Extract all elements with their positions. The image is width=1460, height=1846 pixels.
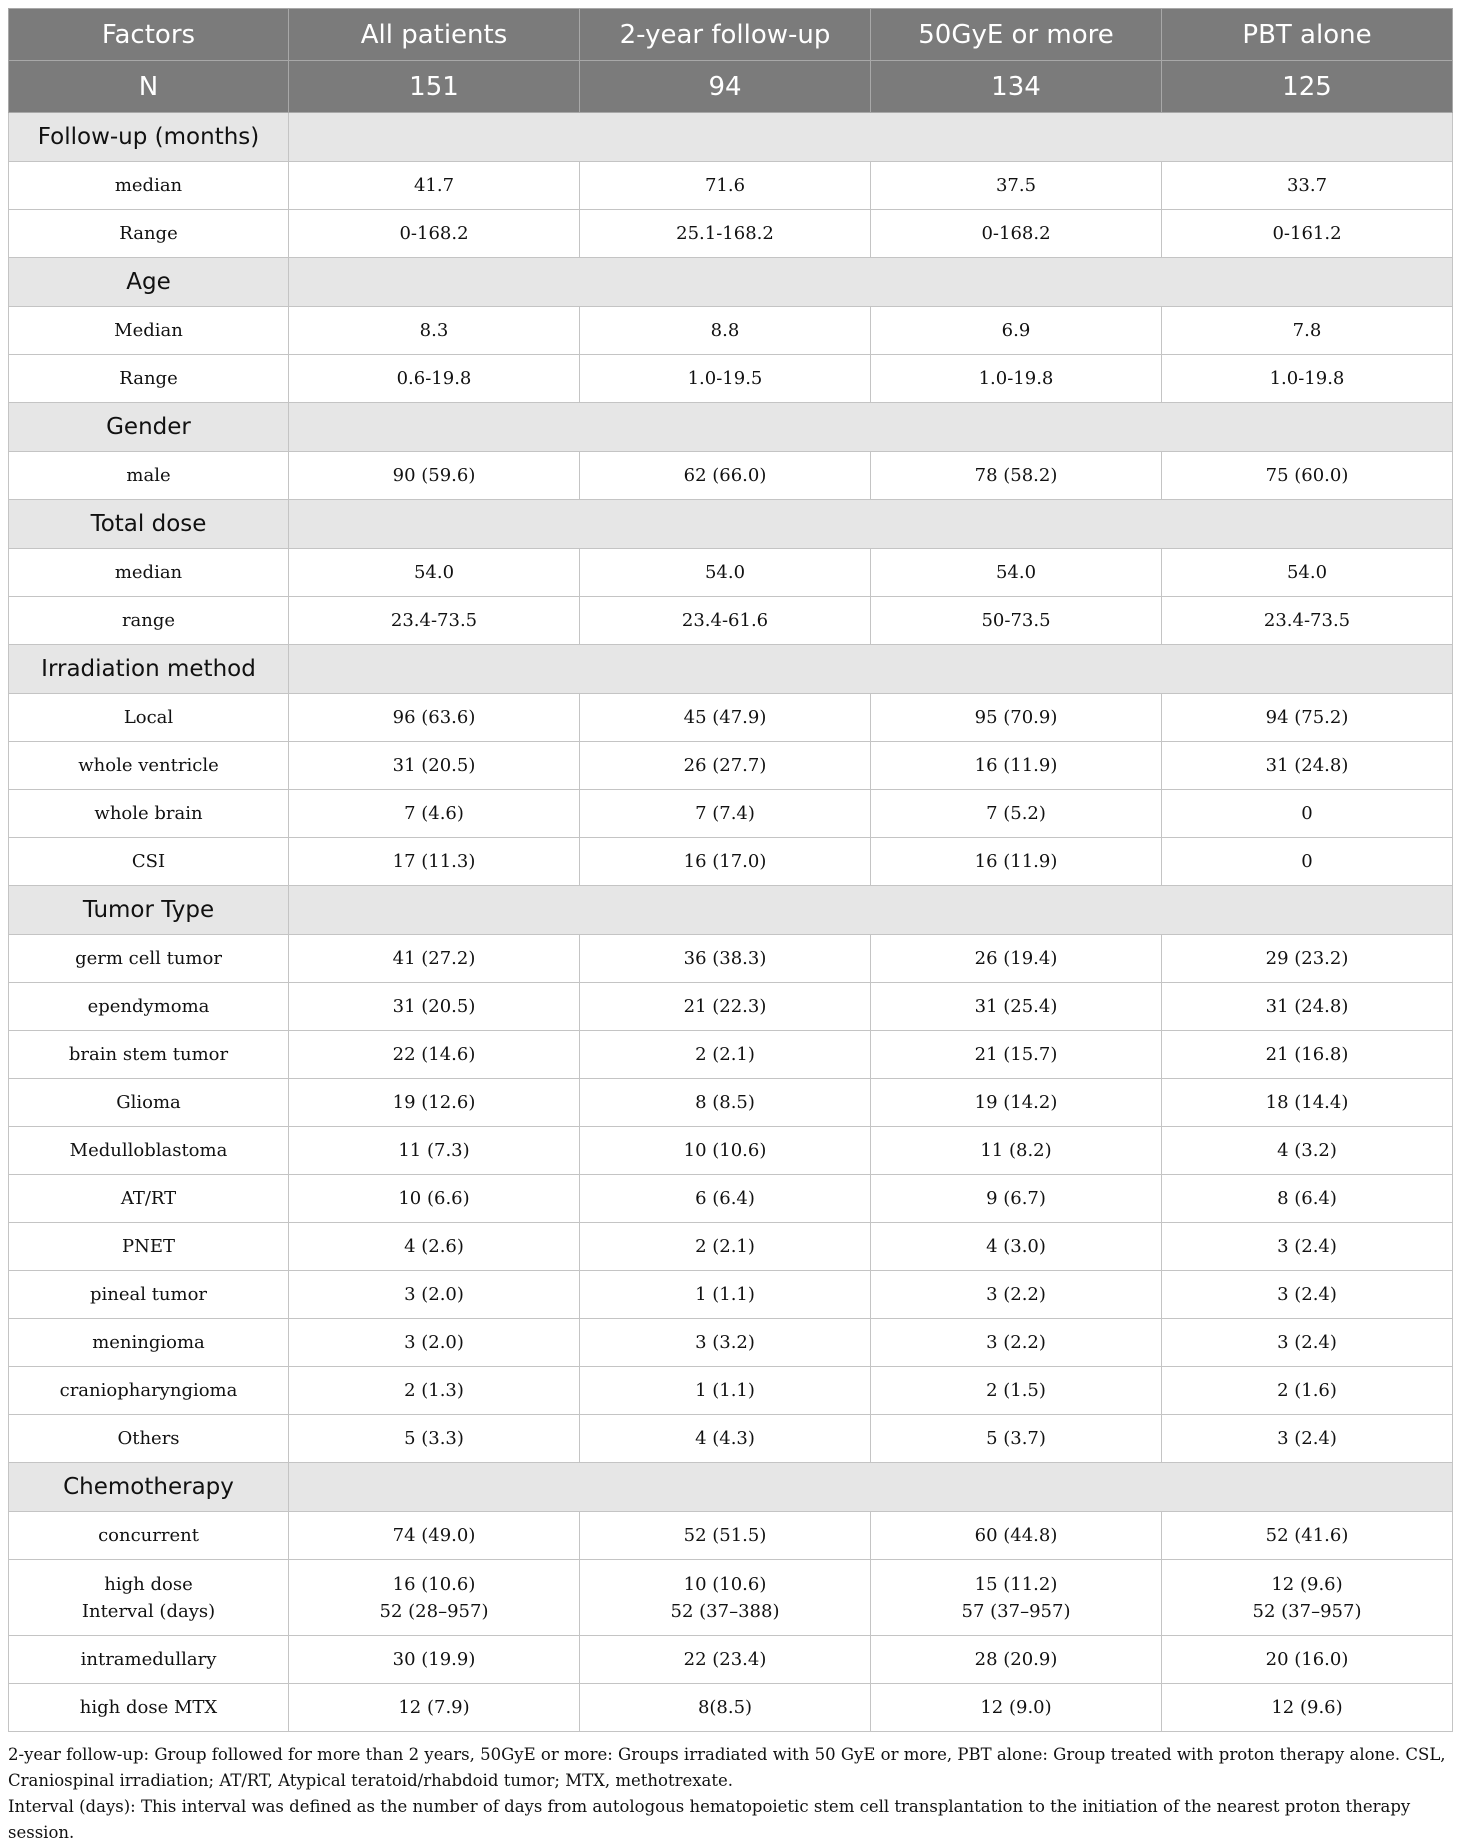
row-label: brain stem tumor [9,1031,289,1079]
row-label: pineal tumor [9,1271,289,1319]
table-cell: 31 (24.8) [1162,983,1453,1031]
row-label: AT/RT [9,1175,289,1223]
table-row [9,1223,1453,1271]
footnotes [8,1742,1452,1846]
table-cell: 16 (17.0) [580,838,871,886]
table-cell: 41 (27.2) [289,935,580,983]
section-title: Total dose [9,500,289,549]
table-cell: 23.4-73.5 [289,597,580,645]
table-cell: 7 (4.6) [289,790,580,838]
row-label: concurrent [9,1512,289,1560]
table-cell: 8 (6.4) [1162,1175,1453,1223]
table-cell: 17 (11.3) [289,838,580,886]
table-cell: 21 (15.7) [871,1031,1162,1079]
section-title: Gender [9,403,289,452]
table-cell: 54.0 [871,549,1162,597]
row-label: whole brain [9,790,289,838]
table-cell: 12 (9.6) [1162,1684,1453,1732]
table-cell: 60 (44.8) [871,1512,1162,1560]
table-row [9,1684,1453,1732]
row-label: germ cell tumor [9,935,289,983]
table-cell: 23.4-73.5 [1162,597,1453,645]
cell-line: 57 (37–957) [961,1600,1071,1622]
table-cell: 29 (23.2) [1162,935,1453,983]
row-label: Median [9,307,289,355]
section-title: Age [9,258,289,307]
header-50gye-or-more: 50GyE or more [871,9,1162,61]
row-label: range [9,597,289,645]
table-row [9,597,1453,645]
footnote-abbreviations: 2-year follow-up: Group followed for more than 2 years, 50GyE or more: Groups irradiated with 50 GyE or more, PBT alone: Group treated with proton therapy alone. CSL, Craniospinal irradiation; AT/RT, Atypical teratoid/rhabdoid tumor; MTX, methotrexate. [8,1745,1446,1790]
table-row [9,742,1453,790]
table-row [9,307,1453,355]
table-cell: 3 (2.4) [1162,1319,1453,1367]
table-cell: 3 (2.0) [289,1319,580,1367]
table-cell: 22 (14.6) [289,1031,580,1079]
table-cell: 18 (14.4) [1162,1079,1453,1127]
table-cell: 12 (9.0) [871,1684,1162,1732]
section-row [9,886,1453,935]
row-label: median [9,162,289,210]
table-cell: 28 (20.9) [871,1636,1162,1684]
table-cell: 2 (1.6) [1162,1367,1453,1415]
table-cell: 94 (75.2) [1162,694,1453,742]
table-cell: 45 (47.9) [580,694,871,742]
table-row [9,790,1453,838]
table-cell: 1 (1.1) [580,1367,871,1415]
section-title: Follow-up (months) [9,113,289,162]
table-cell: 95 (70.9) [871,694,1162,742]
table-cell: 74 (49.0) [289,1512,580,1560]
table-row [9,1636,1453,1684]
n-label: N [9,61,289,113]
n-value: 94 [580,61,871,113]
section-empty-cell [289,258,1453,307]
table-cell: 8 (8.5) [580,1079,871,1127]
table-cell: 10 (10.6) [580,1127,871,1175]
table-cell: 37.5 [871,162,1162,210]
table-cell: 2 (1.3) [289,1367,580,1415]
section-title: Irradiation method [9,645,289,694]
table-cell: 31 (20.5) [289,742,580,790]
table-cell: 5 (3.7) [871,1415,1162,1463]
n-row [9,61,1453,113]
table-cell: 71.6 [580,162,871,210]
table-cell: 2 (1.5) [871,1367,1162,1415]
row-label: male [9,452,289,500]
table-cell: 3 (3.2) [580,1319,871,1367]
table-cell [580,1560,871,1636]
table-cell: 54.0 [1162,549,1453,597]
table-row [9,549,1453,597]
cell-line: 52 (37–388) [670,1600,780,1622]
table-row [9,1415,1453,1463]
table-cell: 12 (7.9) [289,1684,580,1732]
table-cell: 16 (11.9) [871,838,1162,886]
table-row [9,1367,1453,1415]
table-cell: 25.1-168.2 [580,210,871,258]
table-cell: 4 (3.0) [871,1223,1162,1271]
section-row [9,113,1453,162]
footnote-interval: Interval (days): This interval was defined as the number of days from autologous hematopoietic stem cell transplantation to the initiation of the nearest proton therapy session. [8,1797,1411,1842]
table-cell: 0-161.2 [1162,210,1453,258]
table-cell: 33.7 [1162,162,1453,210]
cell-line: 16 (10.6) [392,1573,476,1595]
row-label: meningioma [9,1319,289,1367]
header-pbt-alone: PBT alone [1162,9,1453,61]
section-empty-cell [289,403,1453,452]
cell-line: 10 (10.6) [683,1573,767,1595]
row-label: ependymoma [9,983,289,1031]
table-row [9,210,1453,258]
table-cell: 3 (2.2) [871,1319,1162,1367]
table-cell: 7.8 [1162,307,1453,355]
table-cell: 1 (1.1) [580,1271,871,1319]
header-all-patients: All patients [289,9,580,61]
section-row [9,1463,1453,1512]
row-label-line: high dose [104,1573,193,1595]
table-cell: 16 (11.9) [871,742,1162,790]
table-cell: 8.8 [580,307,871,355]
table-cell: 0-168.2 [289,210,580,258]
table-cell: 20 (16.0) [1162,1636,1453,1684]
cell-line: 12 (9.6) [1271,1573,1343,1595]
n-value: 125 [1162,61,1453,113]
row-label: craniopharyngioma [9,1367,289,1415]
header-2-year-follow-up: 2-year follow-up [580,9,871,61]
table-row [9,1271,1453,1319]
table-cell: 4 (2.6) [289,1223,580,1271]
row-label [9,1560,289,1636]
section-row [9,645,1453,694]
row-label: Medulloblastoma [9,1127,289,1175]
row-label: Local [9,694,289,742]
table-cell: 26 (27.7) [580,742,871,790]
table-cell: 31 (24.8) [1162,742,1453,790]
table-cell: 4 (3.2) [1162,1127,1453,1175]
table-cell: 90 (59.6) [289,452,580,500]
table-row [9,935,1453,983]
table-cell: 6 (6.4) [580,1175,871,1223]
table-row [9,355,1453,403]
table-cell: 21 (22.3) [580,983,871,1031]
section-title: Tumor Type [9,886,289,935]
table-row [9,452,1453,500]
table-cell: 0 [1162,838,1453,886]
section-empty-cell [289,645,1453,694]
table-cell: 30 (19.9) [289,1636,580,1684]
table-row [9,983,1453,1031]
table-cell: 5 (3.3) [289,1415,580,1463]
table-cell: 19 (12.6) [289,1079,580,1127]
table-cell: 26 (19.4) [871,935,1162,983]
table-cell: 21 (16.8) [1162,1031,1453,1079]
n-value: 151 [289,61,580,113]
table-cell: 3 (2.4) [1162,1271,1453,1319]
table-cell: 11 (7.3) [289,1127,580,1175]
table-cell: 3 (2.2) [871,1271,1162,1319]
table-cell: 22 (23.4) [580,1636,871,1684]
cell-line: 52 (28–957) [379,1600,489,1622]
section-empty-cell [289,500,1453,549]
patient-characteristics-table [8,8,1453,1732]
table-cell [289,1560,580,1636]
table-cell: 0-168.2 [871,210,1162,258]
row-label: whole ventricle [9,742,289,790]
table-cell: 2 (2.1) [580,1031,871,1079]
table-cell: 1.0-19.8 [1162,355,1453,403]
table-cell: 78 (58.2) [871,452,1162,500]
row-label: Range [9,210,289,258]
table-row [9,1175,1453,1223]
table-container [8,8,1452,1846]
table-cell: 3 (2.4) [1162,1415,1453,1463]
table-cell: 52 (51.5) [580,1512,871,1560]
table-cell: 62 (66.0) [580,452,871,500]
cell-line: 15 (11.2) [974,1573,1058,1595]
section-empty-cell [289,113,1453,162]
row-label: CSI [9,838,289,886]
table-cell: 23.4-61.6 [580,597,871,645]
table-body [9,113,1453,1732]
row-label: Glioma [9,1079,289,1127]
n-value: 134 [871,61,1162,113]
section-title: Chemotherapy [9,1463,289,1512]
table-row [9,1127,1453,1175]
cell-line: 52 (37–957) [1252,1600,1362,1622]
table-row [9,1031,1453,1079]
table-cell: 9 (6.7) [871,1175,1162,1223]
table-cell [871,1560,1162,1636]
table-row [9,694,1453,742]
section-row [9,403,1453,452]
table-cell: 6.9 [871,307,1162,355]
table-cell: 52 (41.6) [1162,1512,1453,1560]
section-row [9,500,1453,549]
table-cell: 3 (2.4) [1162,1223,1453,1271]
table-cell: 96 (63.6) [289,694,580,742]
row-label: PNET [9,1223,289,1271]
table-row [9,162,1453,210]
table-row [9,1319,1453,1367]
section-row [9,258,1453,307]
table-cell: 41.7 [289,162,580,210]
header-row [9,9,1453,61]
table-cell: 75 (60.0) [1162,452,1453,500]
table-row [9,1079,1453,1127]
table-cell: 54.0 [289,549,580,597]
table-cell: 0.6-19.8 [289,355,580,403]
row-label: high dose MTX [9,1684,289,1732]
table-cell: 8.3 [289,307,580,355]
table-cell: 1.0-19.8 [871,355,1162,403]
section-empty-cell [289,886,1453,935]
table-cell: 7 (7.4) [580,790,871,838]
table-cell: 19 (14.2) [871,1079,1162,1127]
table-cell: 1.0-19.5 [580,355,871,403]
row-label-line: Interval (days) [81,1600,216,1622]
table-row [9,838,1453,886]
table-cell: 3 (2.0) [289,1271,580,1319]
table-row [9,1560,1453,1636]
table-cell: 10 (6.6) [289,1175,580,1223]
row-label: median [9,549,289,597]
table-cell: 11 (8.2) [871,1127,1162,1175]
table-cell: 31 (25.4) [871,983,1162,1031]
table-cell: 4 (4.3) [580,1415,871,1463]
row-label: Others [9,1415,289,1463]
table-cell [1162,1560,1453,1636]
row-label: Range [9,355,289,403]
table-cell: 31 (20.5) [289,983,580,1031]
row-label: intramedullary [9,1636,289,1684]
section-empty-cell [289,1463,1453,1512]
table-cell: 8(8.5) [580,1684,871,1732]
table-cell: 54.0 [580,549,871,597]
header-factors: Factors [9,9,289,61]
table-cell: 7 (5.2) [871,790,1162,838]
table-cell: 50-73.5 [871,597,1162,645]
table-row [9,1512,1453,1560]
table-cell: 2 (2.1) [580,1223,871,1271]
table-cell: 0 [1162,790,1453,838]
table-cell: 36 (38.3) [580,935,871,983]
